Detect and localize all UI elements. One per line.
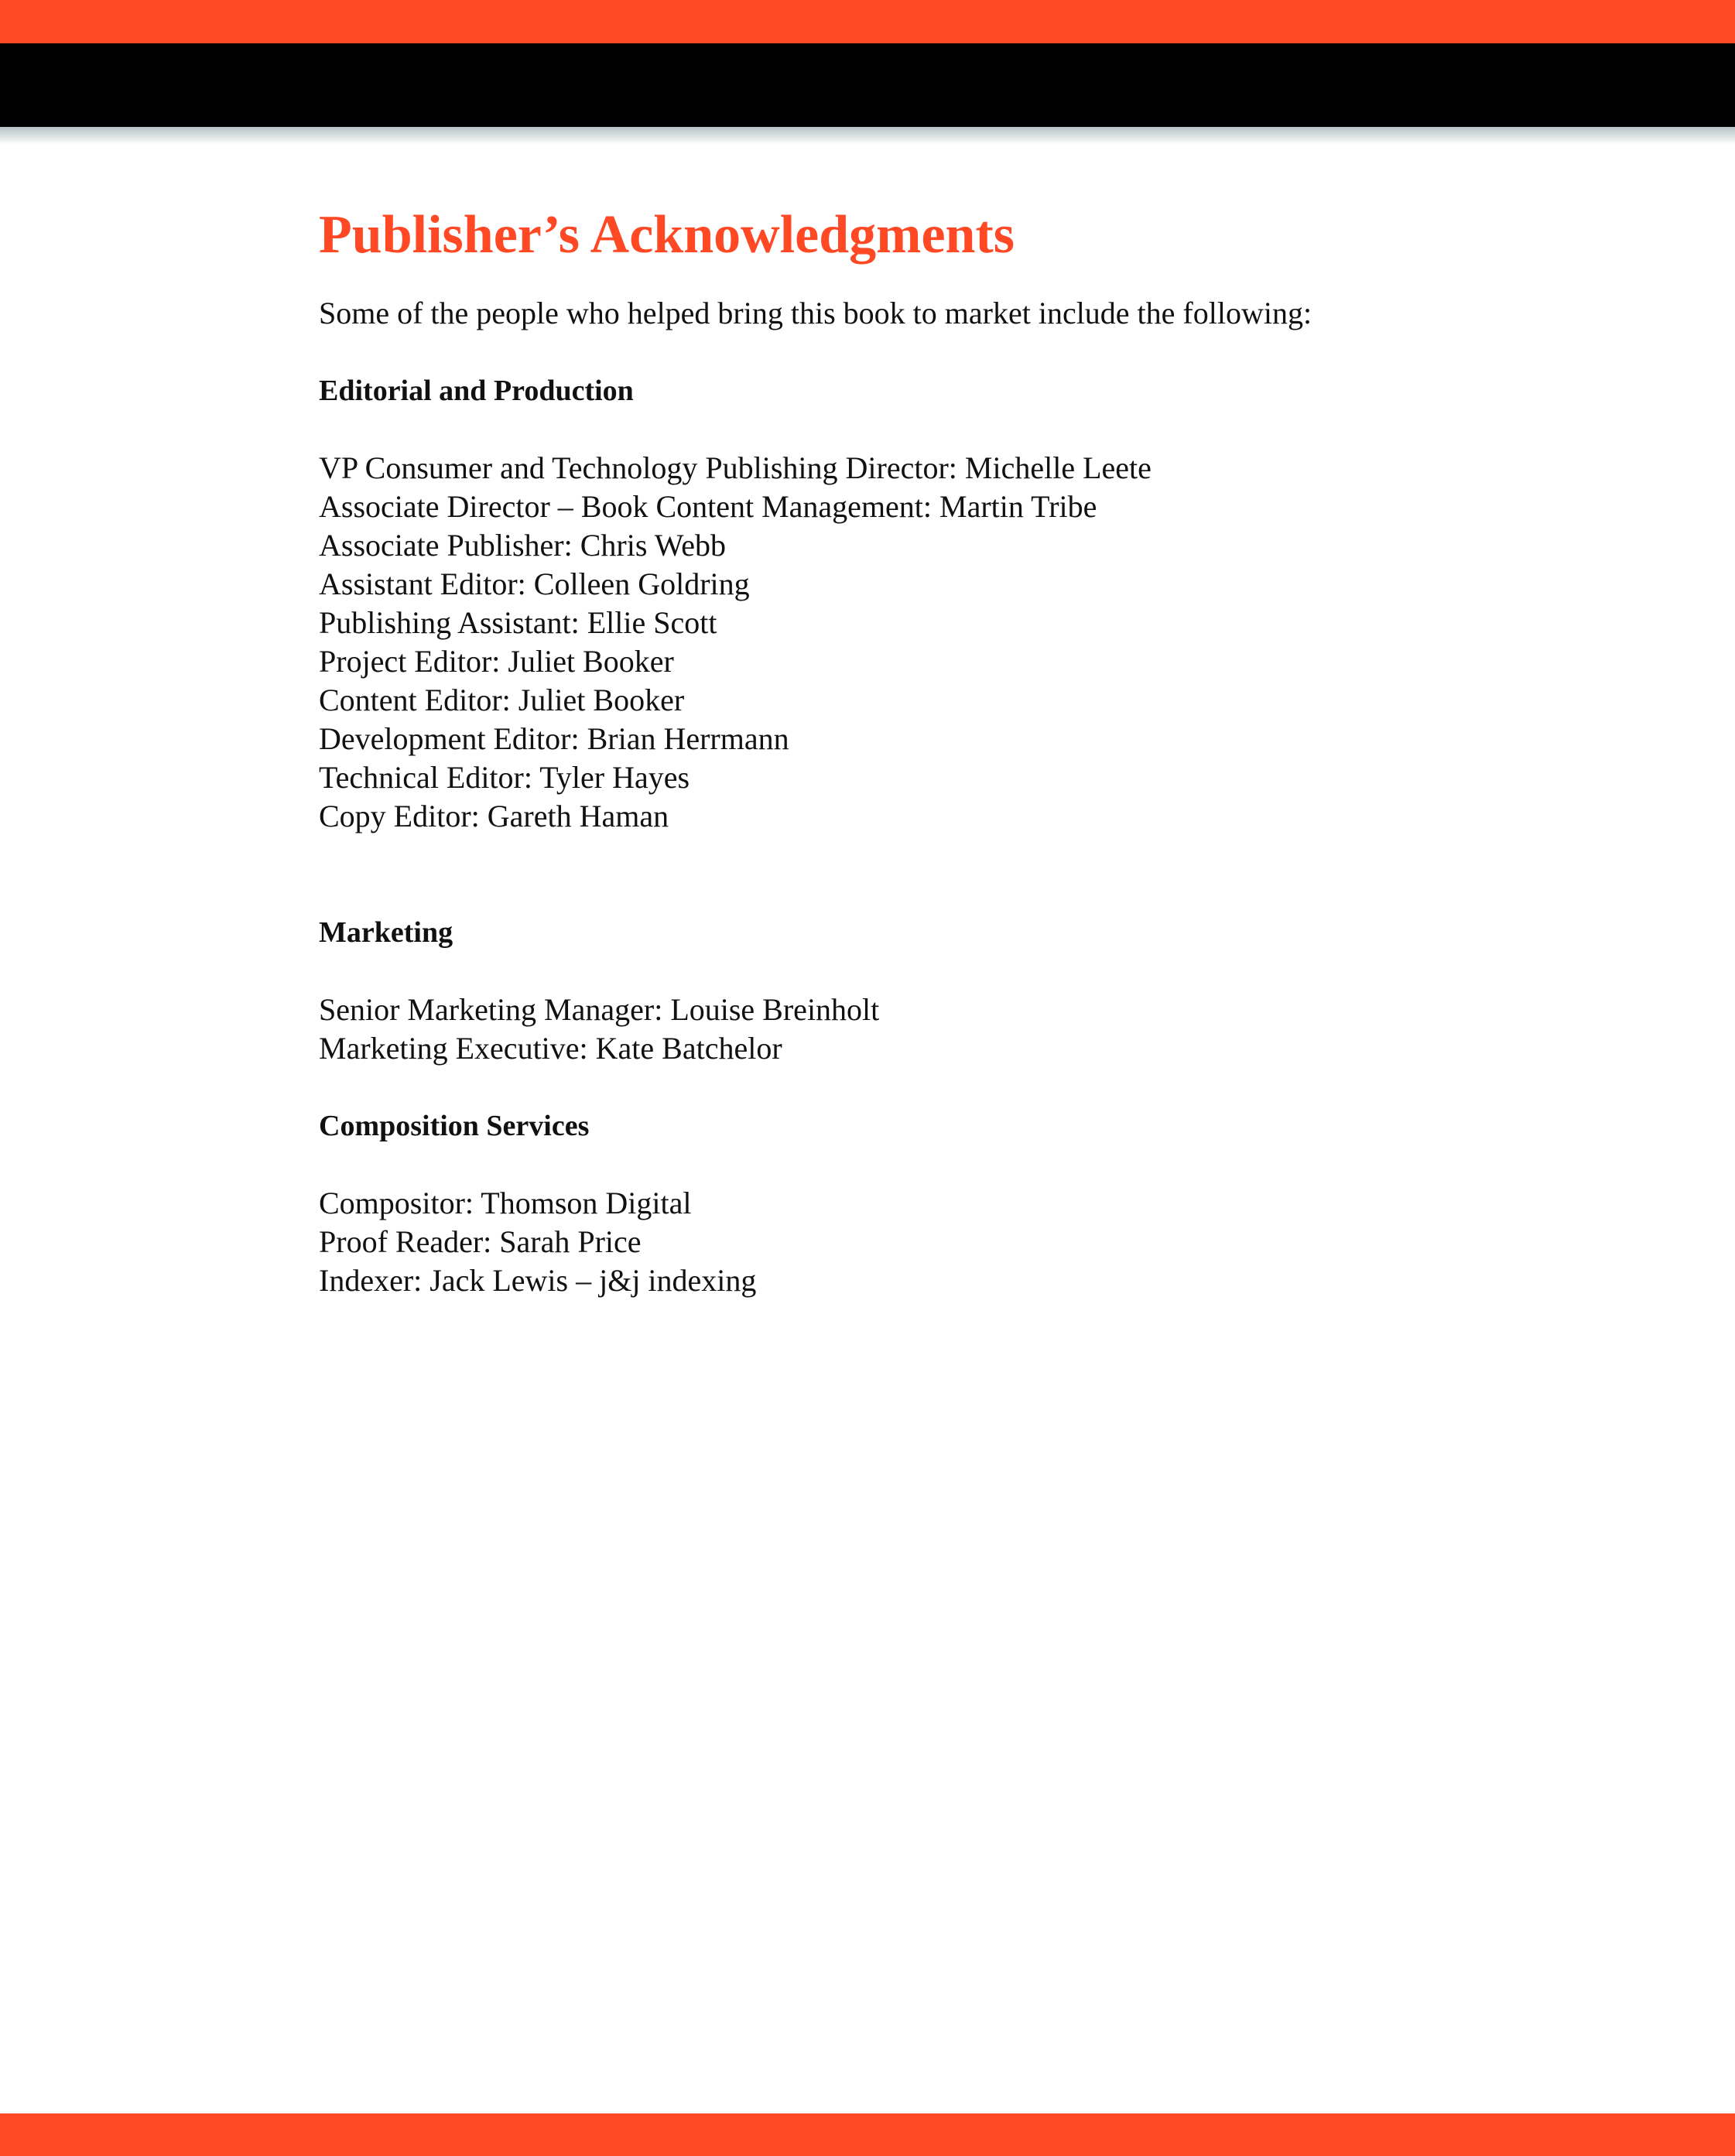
section-heading: Marketing xyxy=(319,916,453,949)
credit-line: Development Editor: Brian Herrmann xyxy=(319,721,789,756)
section-composition-services xyxy=(319,1107,1634,1300)
bottom-accent-bar xyxy=(0,2113,1735,2156)
page-title: Publisher’s Acknowledgments xyxy=(319,205,1015,265)
credit-line: Technical Editor: Tyler Hayes xyxy=(319,760,690,795)
credit-line: Associate Publisher: Chris Webb xyxy=(319,528,726,563)
header-shadow xyxy=(0,127,1735,144)
credit-line: Content Editor: Juliet Booker xyxy=(319,683,685,717)
credits-list xyxy=(319,1184,1634,1300)
section-editorial-production xyxy=(319,371,1634,836)
section-heading: Editorial and Production xyxy=(319,375,634,407)
header-band xyxy=(0,43,1735,127)
credit-line: Marketing Executive: Kate Batchelor xyxy=(319,1031,782,1066)
credit-line: Publishing Assistant: Ellie Scott xyxy=(319,605,717,640)
credit-line: Assistant Editor: Colleen Goldring xyxy=(319,566,750,601)
top-accent-bar xyxy=(0,0,1735,43)
credits-list xyxy=(319,449,1634,836)
credit-line: Indexer: Jack Lewis – j&j indexing xyxy=(319,1263,757,1298)
credit-line: Associate Director – Book Content Management: Martin Tribe xyxy=(319,489,1097,524)
credit-line: VP Consumer and Technology Publishing Director: Michelle Leete xyxy=(319,450,1152,485)
credit-line: Senior Marketing Manager: Louise Breinholt xyxy=(319,992,880,1027)
credit-line: Compositor: Thomson Digital xyxy=(319,1186,692,1220)
section-heading: Composition Services xyxy=(319,1110,590,1142)
credit-line: Project Editor: Juliet Booker xyxy=(319,644,674,679)
intro-text: Some of the people who helped bring this book to market include the following: xyxy=(319,296,1312,330)
credits-list xyxy=(319,991,1634,1068)
page-content xyxy=(319,203,1634,1300)
credit-line: Proof Reader: Sarah Price xyxy=(319,1224,642,1259)
credit-line: Copy Editor: Gareth Haman xyxy=(319,799,669,833)
section-marketing xyxy=(319,913,1634,1068)
